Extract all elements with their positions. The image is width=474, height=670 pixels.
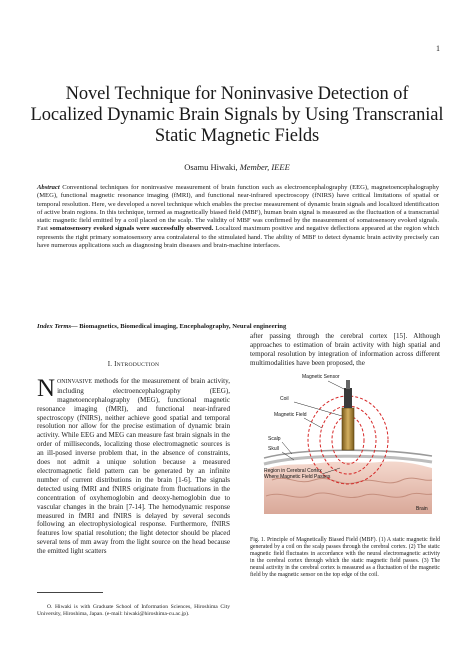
label-region: Region in Cerebral Cortex (264, 468, 322, 474)
author-line (0, 162, 474, 172)
figure-mbf-diagram (262, 368, 434, 514)
index-terms-list: Biomagnetics, Biomedical imaging, Encephalography, Neural engineering (79, 323, 287, 330)
footnote: O. Hiwaki is with Graduate School of Information Sciences, Hiroshima City University, Hiroshima, Japan. (e-mail: hiwaki@hiroshima-cu.ac.jp). (37, 604, 230, 617)
coil (342, 408, 354, 450)
figure-caption: Fig. 1. Principle of Magnetically Biased Field (MBF). (1) A static magnetic field generated by a coil on the scalp passes through the cerebral cortex. (2) The static magnetic field fluctuates in accordance with the neural electromagnetic activity in the cerebral cortex through which the static magnetic field passes. (3) The neural activity in the cerebral cortex is measured as a fluctuation of the magnetic field by the magnetic sensor on the top edge of the coil. (250, 537, 440, 579)
section-numeral: I. (107, 360, 113, 368)
right-column-text: after passing through the cerebral cortex [15]. Although approaches to estimation of brain activity with high spatial and temporal resolution by integration of information across different multimodalities have been proposed, the (250, 332, 440, 367)
abstract (37, 184, 439, 250)
figure-svg (262, 368, 434, 514)
intro-text: methods for the measurement of brain activity, including electroencephalography (EEG), magnetoencephalography (MEG), functional magnetic resonance imaging (fMRI), and functional near-infrared spectroscopy (fNIRS), neither achieve good spatial and temporal resolution nor allow for the precise estimation of dynamic brain activity. While EEG and MEG can measure fast brain signals in the order of milliseconds, localizing those electromagnetic sources is an ill-posed inverse problem that, in the absence of constraints, does not admit a unique solution because a measured electromagnetic field pattern can be generated by an infinite number of current distributions in the brain [1-6]. The signals detected using fMRI and fNIRS originate from fluctuations in the concentration of oxyhemoglobin and deoxy-hemoglobin due to vascular changes in the brain [7-14]. The hemodynamic response measured in fMRI and fNIRS is delayed by several seconds following an electrophysiological response. Furthermore, fNIRS features low spatial resolution; the light detector should be placed several tens of mm away from the light source on the head because the emitted light scatters (37, 376, 230, 556)
label-brain: Brain (416, 506, 428, 512)
index-terms-dash: — (71, 323, 78, 330)
author-role: Member, IEEE (239, 162, 290, 172)
label-skull: Skull (268, 446, 279, 452)
sensor-lead (346, 380, 350, 389)
label-magnetic-sensor: Magnetic Sensor (302, 374, 340, 380)
section-heading-introduction (37, 360, 230, 370)
magnetic-sensor (344, 388, 352, 408)
paper-title: Novel Technique for Noninvasive Detection of Localized Dynamic Brain Signals by Using Transcranial Static Magnetic Fields (30, 84, 444, 146)
abstract-text-bold: somatosensory evoked signals were successfully observed. (49, 225, 214, 233)
intro-smallcaps: ONINVASIVE (57, 378, 93, 385)
label-region-2: Where Magnetic Field Passes (264, 474, 331, 480)
abstract-text-2: Localized maximum positive and negative deflections appeared at the region which represents the right primary somatosensory area contralateral to the stimulated hand. The ability of MBF to detect dynamic brain activity precisely can have numerous applications such as diagnosing brain diseases and brain-machine interfaces. (37, 225, 439, 250)
abstract-text-1: Conventional techniques for noninvasive measurement of brain function such as electroencephalography (EEG), magnetoencephalography (MEG), functional magnetic resonance imaging (fMRI), and functional near-infrared spectroscopy (fNIRS) have critical limitations of spatial or temporal resolution. Here, we developed a novel technique which enables the precise measurement of dynamic brain signals and localized identification of active brain regions. In this technique, termed as magnetically biased field (MBF), human brain signal is measured as the fluctuation of a transcranial static magnetic field emitted by a coil placed on the scalp. The validity of MBF was confirmed by the measurement of somatosensory evoked signals. Fast (37, 184, 439, 233)
author-name: Osamu Hiwaki, (184, 162, 238, 172)
label-magnetic-field: Magnetic Field (274, 412, 307, 418)
left-column (37, 360, 230, 556)
index-terms-label: Index Terms (37, 323, 72, 330)
page-number: 1 (436, 44, 440, 53)
section-first-letter: I (114, 360, 117, 368)
drop-cap: N (37, 374, 56, 402)
footnote-rule (37, 592, 103, 593)
abstract-label: Abstract (37, 184, 60, 191)
index-terms (37, 323, 439, 331)
label-scalp: Scalp (268, 436, 281, 442)
intro-paragraph (37, 374, 230, 556)
section-rest: NTRODUCTION (116, 362, 160, 368)
label-coil: Coil (280, 396, 289, 402)
